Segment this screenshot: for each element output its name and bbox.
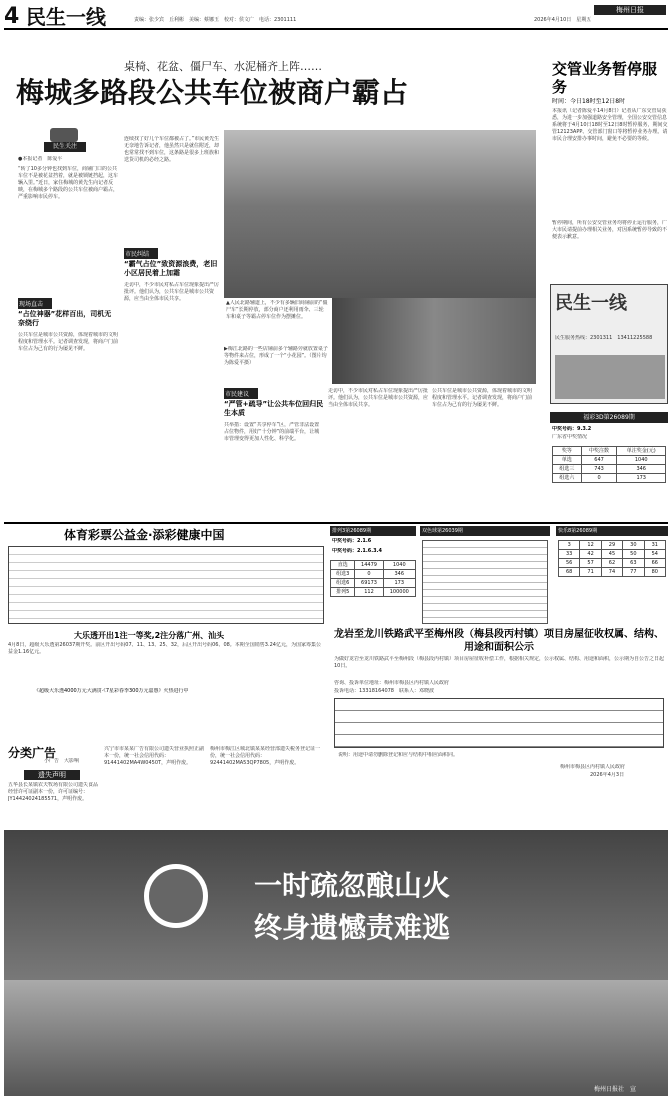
subhead-2-tag: 市民纠结 — [124, 248, 158, 259]
body-col3: 共举措：设置“共享停车”区，严管非法设置占位物件，用好“十分钟”的前端平台，让城市管理变得更加人性化、科学化。 — [224, 422, 320, 442]
no-fire-icon — [144, 864, 208, 928]
newspaper-logo: 梅州日报 — [594, 5, 666, 15]
subhead-1: “占位神器”花样百出，司机无奈绕行 — [18, 310, 112, 327]
notice-contact: 咨询、投诉单位地址：梅州市梅县区丙村镇人民政府 — [334, 680, 450, 686]
sports-table — [8, 546, 324, 624]
notice-org: 梅州市梅县区丙村镇人民政府 — [560, 764, 626, 770]
side-headline: 交管业务暂停服务 — [552, 60, 658, 96]
body-col5: 公共车位是城市公共资源，体现着城市的文明程度和管理水平。记者调查发现，将商户门前车位占为己有的行为屡见不鲜。 — [432, 388, 533, 408]
classified-col3: 梅州市梅江区城北镇某某经营部遗失税务登记证一份，统一社会信用代码：92441402MA53QP7805，声明作废。 — [210, 746, 320, 766]
p3-number: 中奖号码：2.1.6 — [332, 538, 372, 544]
classified-col2: 兴宁市市某某广告有限公司遗失营业执照正副本一份，统一社会信用代码：91441402MA4W0450T，声明作废。 — [104, 746, 204, 766]
big-lotto-body: 4月8日，超级大乐透第26037期开奖。前区开出号码07、11、13、25、32，后区开出号码06、08。本期全国销售3.24亿元，为国家筹集公益金1.16亿元。 — [8, 642, 321, 655]
kl8-table: 3 12 29 30 31 33 42 45 50 54 56 57 62 63 66 68 71 74 77 80 — [558, 540, 666, 577]
section-badge: 民生关注 — [44, 142, 86, 152]
hotline-ad — [550, 284, 668, 404]
main-story — [4, 36, 545, 522]
p5-number: 中奖号码：2.1.6.3.4 — [332, 548, 382, 554]
psa-line-2: 终身遗憾责难逃 — [254, 911, 451, 944]
body-col1: “转了10多分钟也找到车位，商铺门口的公共车位不是被花盆挡着，就是被锁链挡起，这车辆入里。”近日，家住梅城的黄先生向记者反映，在梅城多个路段的公共车位被商户霸占，严重影响市民停车。 — [18, 166, 118, 200]
divider — [4, 522, 668, 524]
side-column — [550, 36, 668, 522]
fire-prevention-psa — [4, 830, 668, 1096]
subhead-3: “严管+疏导”让公共车位回归民生本质 — [224, 400, 324, 417]
lost-notice-tag: 遗失声明 — [24, 770, 80, 780]
ssq-title: 双色球第26039期 — [420, 526, 550, 536]
byline: ●本报记者 陈爱平 — [18, 156, 63, 162]
street-photo — [224, 130, 536, 298]
notice-body: 为做好龙岩至龙川铁路武平至梅州段（梅县段丙村镇）项目房屋征收补偿工作，根据相关规定，公示权属、结构、用途和面积，公示期为自公告之日起10日。 — [334, 656, 664, 669]
body-col2b: 走访中，不少市民对私占车位现象提出严厉批评。他们认为，公共车位是城市公共资源，应当由全体市民共享。 — [124, 282, 220, 302]
sports-slogan: 《超级大乐透4000万元大满贯·《7星彩春季300万元嘉惠》火热进行中 — [34, 688, 189, 694]
photo-caption-1: ▲人民北路辅道上，不少有多辆旧商铺前的“僵尸车”长期停放，部分商户还利用雨伞、三轮车和桌子等霸占停车位作为摆摊位。 — [224, 298, 330, 384]
body-col2: 连续找了好几个车位都被占了。”市民黄先生无奈地告诉记者，他虽然只是就住附近，却也常常找不到车位，这条路是很多上班族和送货司机的必经之路。 — [124, 136, 220, 163]
notice-phone: 投诉电话：13318164078 联系人：邓晓波 — [334, 688, 434, 694]
side-time: 时间：今日18时至12日8时 — [552, 98, 626, 105]
photo-caption-2: ▶梅江北路的一些店铺前多个辅路旁就放置桌子等物件来占位，形成了一个“小花园”。（图片均为陈爱平摄） — [224, 346, 328, 366]
ad-title: 民生一线 — [555, 293, 627, 314]
fc3d-title: 福彩3D第26089期 — [550, 412, 668, 423]
classified-ads — [4, 744, 326, 828]
kl8-title: 快乐8第26089期 — [556, 526, 668, 536]
ssq-table — [422, 540, 548, 624]
notice-title: 龙岩至龙川铁路武平至梅州段（梅县段丙村镇）项目房屋征收权属、结构、用途和面积公示 — [334, 629, 664, 653]
p3-title: 排列3第26089期 — [330, 526, 416, 536]
ssq-lottery — [420, 526, 550, 626]
fc3d-subtitle: 广东省中奖情况 — [552, 434, 588, 440]
subhead-3-tag: 市民建议 — [224, 388, 258, 399]
ad-phone: 民生服务热线：2301311 13411225588 — [555, 335, 653, 341]
side-body: 本报讯（记者陈爱平14月8日）记者从广东交管局获悉，为进一步加强道路安全管理，全国公安交管信息系统将于4月10日18时至12日8时暂停服务，期间交管12123APP、交管部门窗口等将暂停业务办理。请市民合理安排办事时间，避免不必要的等候。 — [552, 108, 668, 142]
expropriation-notice — [330, 628, 668, 748]
classified-col1: 五华县长某镇农夫牧场有限公司遗失食品经营许可证副本一份，许可证编号：JY14424024185571，声明作废。 — [8, 782, 99, 802]
section-title: 民生一线 — [26, 5, 106, 29]
headline: 梅城多路段公共车位被商户霸占 — [16, 76, 409, 109]
p3-lottery — [330, 526, 416, 626]
sports-lottery — [4, 526, 326, 732]
sports-title: 体育彩票公益金·添彩健康中国 — [64, 528, 225, 542]
body-col4: 走访中，不少市民对私占车位现象提出严厉批评。他们认为，公共车位是城市公共资源，应当由全体市民共享。 — [328, 388, 428, 408]
editors-line: 责编：张少宾 丘利彬 美编：蔡娜玉 校对：侯文广 电话：2301111 — [134, 17, 297, 23]
fc3d-table: 奖等 中奖注数 单注奖金(元) 单选 647 1040 组选三 743 346 组选六 0 173 — [552, 446, 666, 483]
page-header — [4, 4, 668, 30]
psa-credit: 梅州日报社 宣 — [594, 1086, 637, 1093]
badge-icon — [50, 128, 78, 142]
body-col1b: 公共车位是城市公共资源，体现着城市的文明程度和管理水平。记者调查发现，将商户门前车位占为己有的行为屡见不鲜。 — [18, 332, 118, 352]
big-lotto-title: 大乐透开出1注一等奖,2注分落广州、汕头 — [74, 631, 225, 640]
psa-line-1: 一时疏忽酿山火 — [254, 869, 451, 902]
subhead-1-tag: 现场直击 — [18, 298, 52, 309]
issue-date: 2026年4月10日 星期五 — [534, 17, 592, 23]
classified-title: 分类广告 — [8, 746, 57, 760]
p3-table: 直选 14479 1040 组选3 0 346 组选6 69173 173 排列5 112 100000 — [330, 560, 416, 597]
hills-image — [4, 980, 668, 1096]
page-number: 4 — [4, 4, 20, 29]
classified-sub: 小广告 大影响 — [44, 758, 80, 764]
side-body-2: 暂停期间，所有公安交管业务均将停止运行服务，广大市民请提前办理相关业务，对因系统暂停导致的不便表示歉意。 — [552, 220, 668, 240]
notice-table — [334, 698, 664, 748]
notice-note: 说明：用途中请勿删除登记和应与结构中相应面积同。 — [338, 752, 459, 758]
kl8-lottery — [556, 526, 668, 626]
kicker: 桌椅、花盆、僵尸车、水泥桶齐上阵…… — [124, 60, 322, 73]
subhead-2: “霸气占位”致资源浪费，老旧小区居民着上加霜 — [124, 260, 218, 277]
fc3d-number: 中奖号码：9.3.2 — [552, 426, 592, 432]
notice-date: 2026年4月3日 — [590, 772, 625, 778]
shop-photo — [332, 298, 536, 384]
ad-image — [555, 355, 665, 399]
